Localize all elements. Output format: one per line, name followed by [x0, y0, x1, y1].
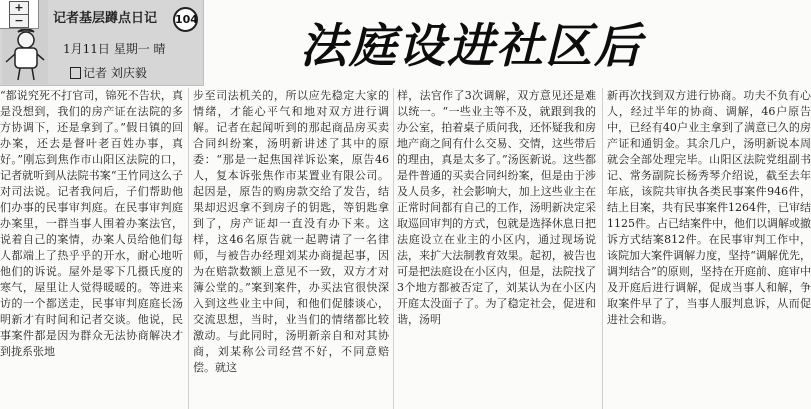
issue-number-badge: 104 [173, 7, 198, 32]
column-divider [393, 88, 394, 409]
reporter-name: 记者 刘庆毅 [83, 66, 147, 80]
column-name: 记者基层蹲点日记 [53, 11, 158, 26]
headline: 法庭设进社区后 [300, 19, 643, 74]
article-column-4: 新再次找到双方进行协商。功夫不负有心人，经过半年的协商、调解，46户原告中，已经有40户业主拿到了满意已久的房产证和通钥金。其余几户，汤明新说本周就会全部处理完毕。山阳区法院党组副书记、常务副院长杨秀琴介绍说，截至去年年底，该院共审执各类民事案件946件，结上目案，共有民事案件1264件，已审结1125件。占已结案件中，他们以调解或撤诉方式结案812件。在民事审判工作中，该院加大案件调解力度，坚持“调解优先，调判结合”的原则，坚持在开庭前、庭审中及开庭后进行调解，促成当事人和解，争取案件早了了，当事人服判息诉，从而促进社会和谐。 [607, 89, 811, 326]
column-divider [602, 88, 603, 409]
zoom-out-button[interactable]: − [9, 14, 29, 28]
column-divider [188, 88, 189, 409]
byline-box-icon [70, 67, 81, 79]
date-line: 1月11日 星期一 晴 [63, 42, 166, 56]
article-column-3: 样，法官作了3次调解，双方意见还是难以统一。“一些业主等不及，就跟到我的办公室，拍着桌子质问我，还怀疑我和房地产商之间有什么交易、交情，这些带后的理由，真是太多了。”汤医新说。这些都是件普通的买卖合同纠纷案，但是由于涉及人员多，社会影响大，加上这些业主在正常时间都有自己的工作，汤明新决定采取巡回审判的方式，包就是选择休息日把法庭设立在业主的小区内，通过现场说法，来扩大法制教育效果。起初，被告也可是把法庭设在小区内，但是，法院找了3个地方都被否定了，刘某认为在小区内开庭太没面子了。为了稳定社会，促进和谐，汤明 [397, 89, 596, 326]
zoom-in-button[interactable]: + [9, 1, 29, 15]
zoom-control [0, 0, 39, 29]
article-column-2: 步至司法机关的，所以应先稳定大家的情绪，才能心平气和地对双方进行调解。记者在起闻听到的那起商品房买卖合同纠纷案，汤明新讲述了其中的原委：“那是一起焦国祥诉讼案，原告46人，复本诉张焦作市某置业有限公司。起因是，原告的购房款交给了发告，结果却迟迟拿不到房子的钥匙，等钥匙拿到了，房产证却一直没有办下来。这样，这46名原告就一起聘请了一名律师，与被告办经理刘某办商提起事，因为在赔款数额上意见不一致，双方才对簿公堂的。”案到案件，办买法官很快深入到这些业主中间，和他们促膝谈心，交流思想，当时，业当们的情绪都比较激动。与此同时，汤明新亲自和对其协商，刘某称公司经营不好，不同意赔偿。就这 [193, 89, 389, 374]
reporter-byline [70, 64, 147, 81]
article-column-1: “都说究死不打官司，锦死不告状，真是没想到，我们的房产证在法院的多方协调下，还是拿到了。”假日镇的回办案，还去是督叶老百姓办事，真好。”刚忘到焦作市山阳区法院的口，记者就听到从法院书案“王竹同这么子对司法说。记者我问后，子们帮助他们办事的民事审判庭。在民事审判庭办案里，一群当事人围着办案法官，说着自己的案情，办案人员给他们每人都端上了热乎乎的开水，耐心地听他们的诉说。屋外是零下几摄氏度的寒气，屋里让人觉得暖暖的。等进来访的一个都送走，民事审判庭庭长汤明新才有时间和记者交谈。他说，民事案件都是因为群众无法协商解决才到拢系张地 [0, 89, 183, 358]
